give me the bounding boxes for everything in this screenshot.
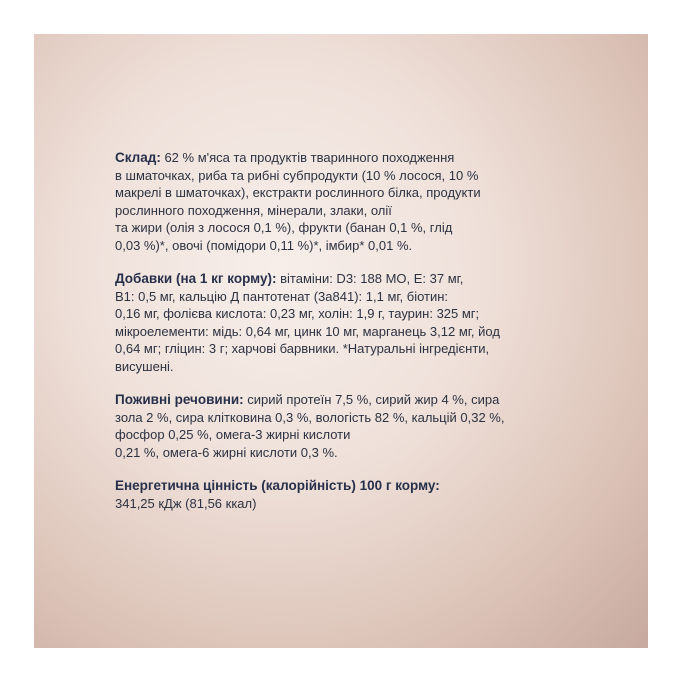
text-line: в шматочках, риба та рибні субпродукти (10 % лосося, 10 % [115, 167, 479, 183]
product-info-card [34, 34, 648, 648]
text-line: 0,16 мг, фолієва кислота: 0,23 мг, холін: 1,9 г, таурин: 325 мг; [115, 306, 480, 321]
text-line: рослинного походження, мінерали, злаки, олії [115, 202, 392, 218]
section-heading: Добавки (на 1 кг корму): [115, 271, 277, 286]
text-line: 0,03 %)*, овочі (помідори 0,11 %)*, імбир* 0,01 %. [115, 237, 413, 253]
section-composition [115, 149, 585, 254]
text-line [115, 477, 585, 495]
section-energy [115, 477, 585, 512]
section-additives [115, 270, 585, 375]
section-heading: Енергетична цінність (калорійність) 100 г корму: [115, 478, 440, 493]
text-line: мікроелементи: мідь: 0,64 мг, цинк 10 мг, марганець 3,12 мг, йод [115, 323, 500, 339]
text-line [115, 270, 585, 288]
section-heading: Склад: [115, 150, 161, 165]
text-line: 341,25 кДж (81,56 ккал) [115, 495, 257, 511]
section-nutrients [115, 391, 585, 461]
section-heading: Поживні речовини: [115, 392, 244, 407]
text-run: сирий протеїн 7,5 %, сирий жир 4 %, сира [247, 392, 500, 407]
text-line: B1: 0,5 мг, кальцію Д пантотенат (3а841): 1,1 мг, біотин: [115, 288, 449, 304]
text-line: 0,64 мг; гліцин: 3 г; харчові барвники. *Натуральні інгредієнти, [115, 341, 490, 356]
text-line: висушені. [115, 358, 174, 374]
text-line [115, 391, 585, 409]
composition-text [115, 149, 585, 528]
text-line: 0,21 %, омега-6 жирні кислоти 0,3 %. [115, 444, 338, 460]
text-line: та жири (олія з лосося 0,1 %), фрукти (банан 0,1 %, глід [115, 220, 453, 235]
text-line: зола 2 %, сира клітковина 0,3 %, вологість 82 %, кальцій 0,32 %, [115, 409, 505, 425]
text-run: вітаміни: D3: 188 МО, Е: 37 мг, [280, 271, 464, 286]
text-line: макрелі в шматочках), екстракти рослинного білка, продукти [115, 185, 481, 200]
text-line [115, 149, 585, 167]
text-run: 62 % м'яса та продуктів тваринного походження [164, 150, 455, 165]
text-line: фосфор 0,25 %, омега-3 жирні кислоти [115, 427, 351, 442]
